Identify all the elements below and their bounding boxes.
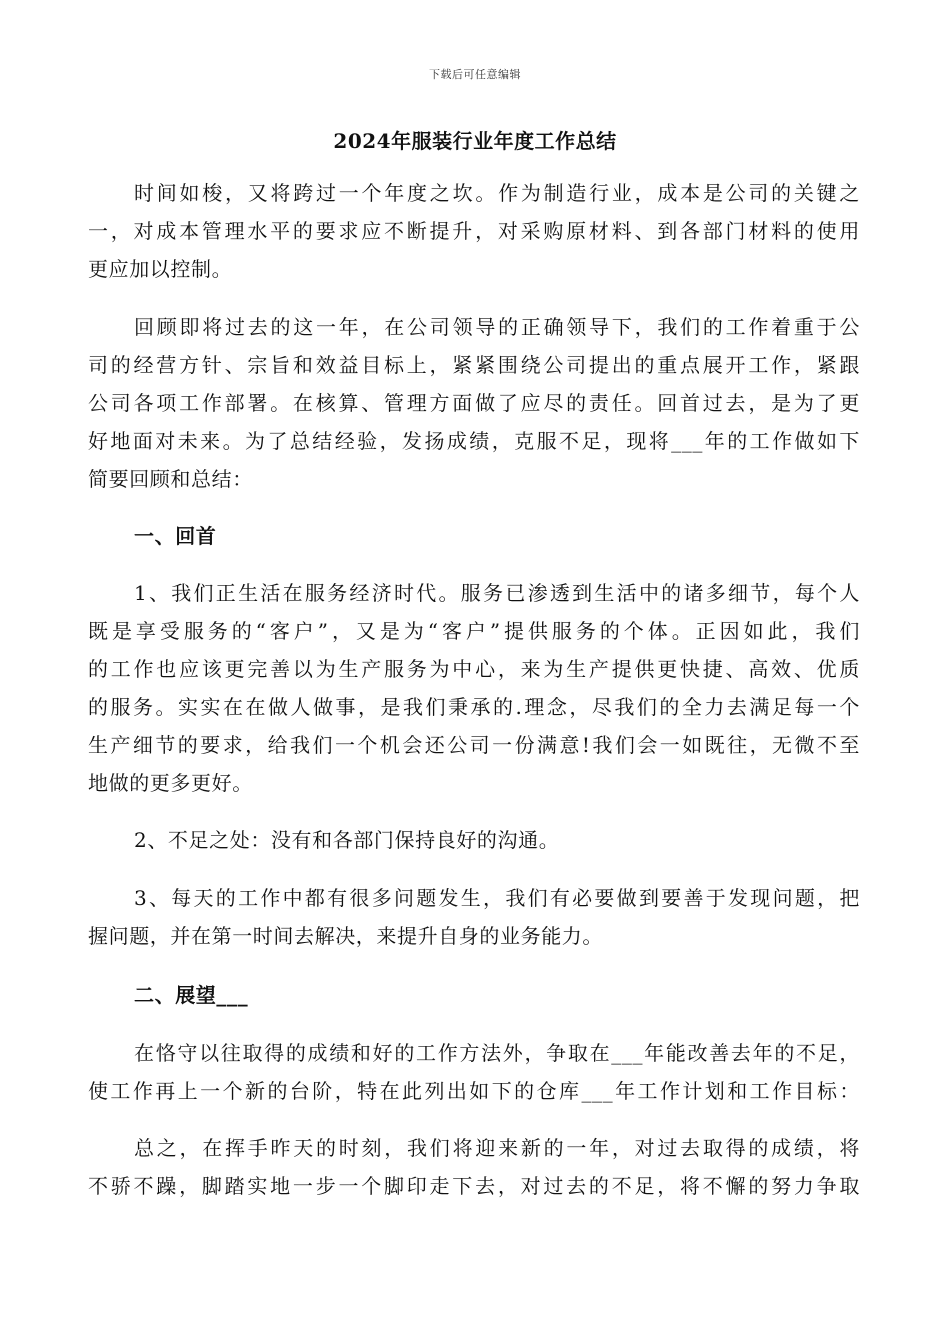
body-line: 一，对成本管理水平的要求应不断提升，对采购原材料、到各部门材料的使用 bbox=[88, 219, 860, 243]
body-line: 司的经营方针、宗旨和效益目标上，紧紧围绕公司提出的重点展开工作，紧跟 bbox=[88, 353, 860, 377]
body-line: 简要回顾和总结： bbox=[88, 467, 253, 491]
body-line: 地做的更多更好。 bbox=[88, 771, 253, 795]
body-line: 既是享受服务的“客户”，又是为“客户”提供服务的个体。正因如此，我们 bbox=[88, 619, 860, 643]
body-line: 更应加以控制。 bbox=[88, 257, 233, 281]
body-line: 总之，在挥手昨天的时刻，我们将迎来新的一年，对过去取得的成绩，将 bbox=[134, 1136, 860, 1160]
body-line: 不骄不躁，脚踏实地一步一个脚印走下去，对过去的不足，将不懈的努力争取 bbox=[88, 1174, 860, 1198]
body-line: 公司各项工作部署。在核算、管理方面做了应尽的责任。回首过去，是为了更 bbox=[88, 391, 860, 415]
body-line: 的服务。实实在在做人做事，是我们秉承的.理念，尽我们的全力去满足每一个 bbox=[88, 695, 860, 719]
document-title: 2024年服装行业年度工作总结 bbox=[333, 129, 617, 153]
section-heading: 一、回首 bbox=[134, 524, 217, 548]
body-line: 2、不足之处：没有和各部门保持良好的沟通。 bbox=[134, 828, 560, 852]
body-line: 1、我们正生活在服务经济时代。服务已渗透到生活中的诸多细节，每个人 bbox=[134, 581, 860, 605]
body-line: 的工作也应该更完善以为生产服务为中心，来为生产提供更快捷、高效、优质 bbox=[88, 657, 860, 681]
body-line: 生产细节的要求，给我们一个机会还公司一份满意!我们会一如既往，无微不至 bbox=[88, 733, 860, 757]
body-line: 3、每天的工作中都有很多问题发生，我们有必要做到要善于发现问题，把 bbox=[134, 886, 860, 910]
header-note: 下载后可任意编辑 bbox=[429, 68, 521, 81]
body-line: 握问题，并在第一时间去解决，来提升自身的业务能力。 bbox=[88, 924, 603, 948]
body-line: 在恪守以往取得的成绩和好的工作方法外，争取在___年能改善去年的不足， bbox=[134, 1041, 860, 1065]
section-heading: 二、展望___ bbox=[134, 983, 249, 1007]
body-line: 时间如梭，又将跨过一个年度之坎。作为制造行业，成本是公司的关键之 bbox=[134, 181, 860, 205]
body-line: 回顾即将过去的这一年，在公司领导的正确领导下，我们的工作着重于公 bbox=[134, 315, 860, 339]
body-line: 使工作再上一个新的台阶，特在此列出如下的仓库___年工作计划和工作目标： bbox=[88, 1079, 860, 1103]
body-line: 好地面对未来。为了总结经验，发扬成绩，克服不足，现将___年的工作做如下 bbox=[88, 429, 860, 453]
